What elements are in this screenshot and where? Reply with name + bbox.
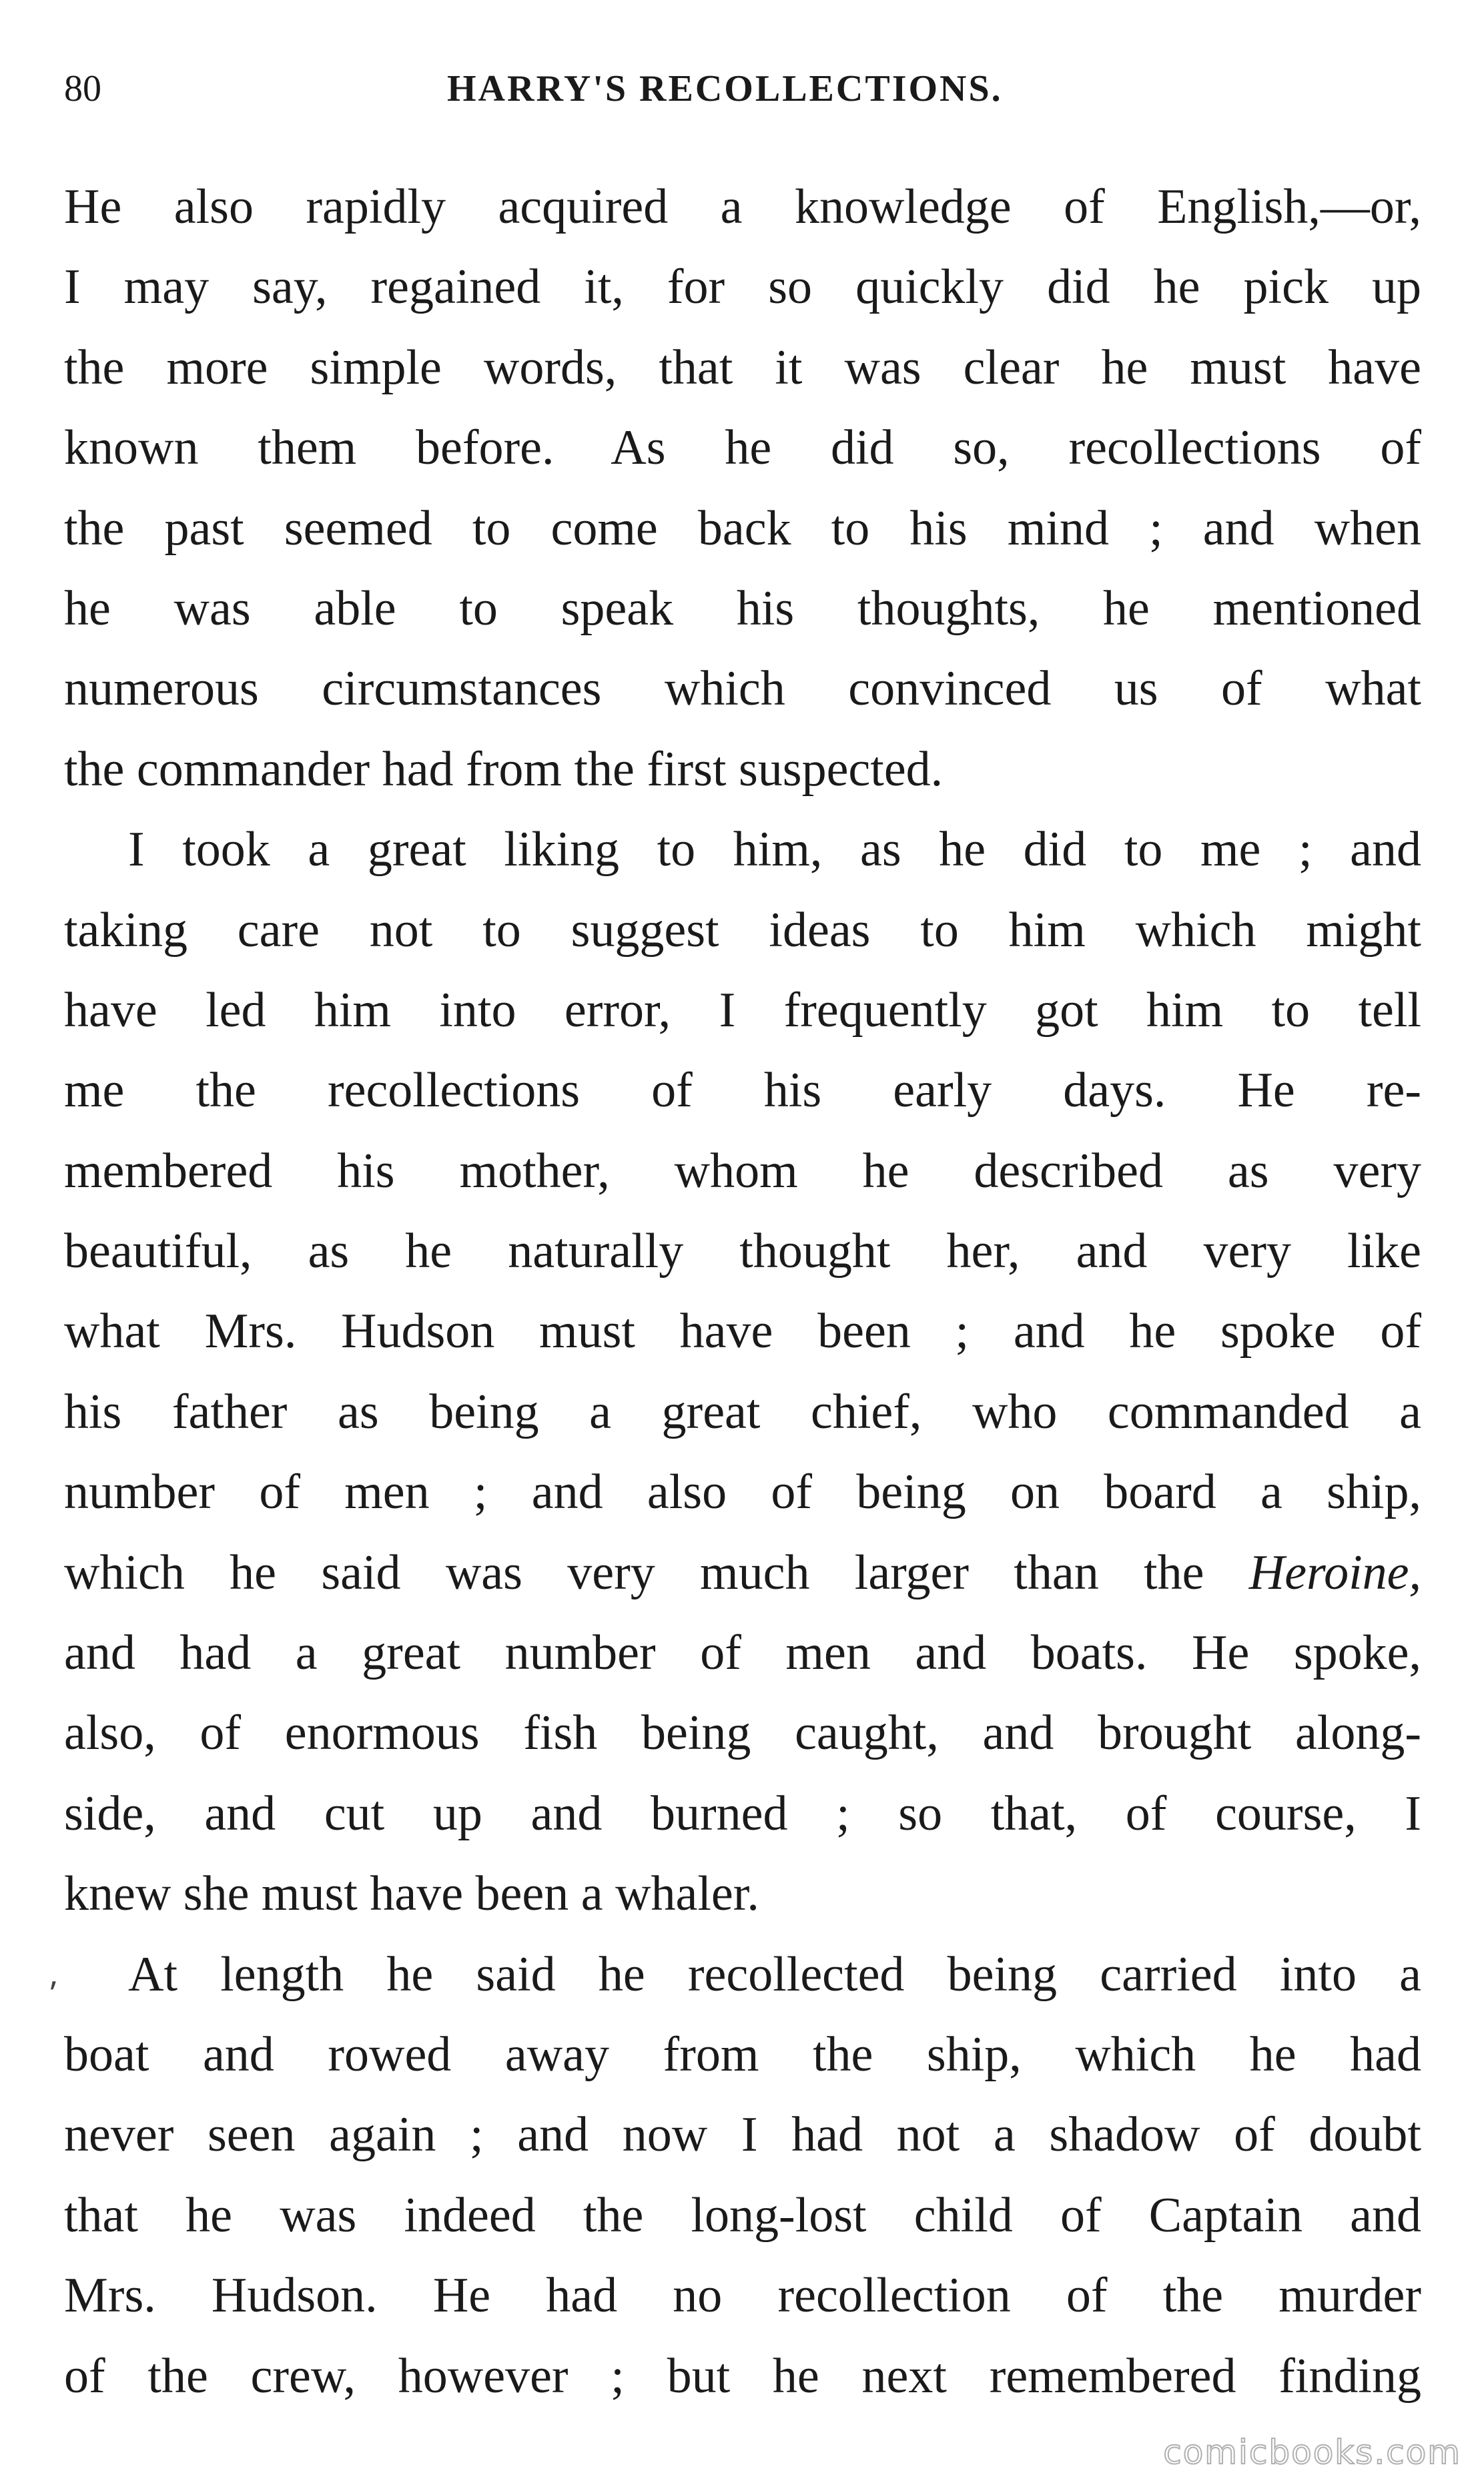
text-line: that he was indeed the long-lost child of Captain and bbox=[64, 2187, 1421, 2243]
running-head bbox=[0, 59, 1484, 119]
text-line: and had a great number of men and boats. He spoke, bbox=[64, 1626, 1421, 1681]
ship-name: Heroine, bbox=[1248, 1545, 1421, 1600]
text-line: the past seemed to come back to his mind ; and when bbox=[64, 500, 1421, 556]
paragraph-3 bbox=[64, 1934, 1421, 2416]
text-line: number of men ; and also of being on board a ship, bbox=[64, 1465, 1421, 1520]
text-line: me the recollections of his early days. He re- bbox=[64, 1063, 1421, 1118]
text-line: taking care not to suggest ideas to him which might bbox=[64, 902, 1421, 958]
text-line: have led him into error, I frequently got him to tell bbox=[64, 982, 1421, 1038]
text-line: I took a great liking to him, as he did to me ; and bbox=[128, 822, 1421, 877]
text-line: also, of enormous fish being caught, and brought along- bbox=[64, 1706, 1421, 1761]
text-line-with-ship-name bbox=[64, 1533, 1421, 1613]
watermark: comicbooks.com bbox=[1163, 2433, 1461, 2472]
text-line: the commander had from the first suspected. bbox=[64, 741, 944, 797]
text-line: what Mrs. Hudson must have been ; and he spoke of bbox=[64, 1304, 1421, 1359]
text-line: never seen again ; and now I had not a shadow of doubt bbox=[64, 2107, 1421, 2163]
ink-speck: ⸴ bbox=[49, 1960, 59, 1997]
text-line: boat and rowed away from the ship, which he had bbox=[64, 2027, 1421, 2082]
text-line: I may say, regained it, for so quickly did he pick up bbox=[64, 260, 1421, 315]
text-line: known them before. As he did so, recollections of bbox=[64, 420, 1421, 476]
text-line: membered his mother, whom he described as very bbox=[64, 1143, 1421, 1198]
text-line: he was able to speak his thoughts, he mentioned bbox=[64, 581, 1421, 636]
text-line: beautiful, as he naturally thought her, and very like bbox=[64, 1224, 1421, 1279]
text-line: his father as being a great chief, who commanded a bbox=[64, 1384, 1421, 1439]
text-line: Mrs. Hudson. He had no recollection of the murder bbox=[64, 2268, 1421, 2324]
paragraph-1 bbox=[64, 167, 1421, 809]
text-segment: which he said was very much larger than the bbox=[64, 1545, 1249, 1600]
text-line: side, and cut up and burned ; so that, of course, I bbox=[64, 1786, 1421, 1841]
page-number: 80 bbox=[64, 68, 101, 109]
text-line: knew she must have been a whaler. bbox=[64, 1866, 759, 1922]
text-line: numerous circumstances which convinced us of what bbox=[64, 661, 1421, 717]
text-line: of the crew, however ; but he next remembered finding bbox=[64, 2348, 1421, 2404]
text-line: At length he said he recollected being carried into a bbox=[128, 1946, 1421, 2002]
text-line: He also rapidly acquired a knowledge of English,—or, bbox=[64, 180, 1421, 234]
text-line: the more simple words, that it was clear he must have bbox=[64, 340, 1421, 395]
running-title: HARRY'S RECOLLECTIONS. bbox=[447, 68, 1003, 109]
body-text bbox=[64, 167, 1421, 2416]
paragraph-2 bbox=[64, 809, 1421, 1934]
